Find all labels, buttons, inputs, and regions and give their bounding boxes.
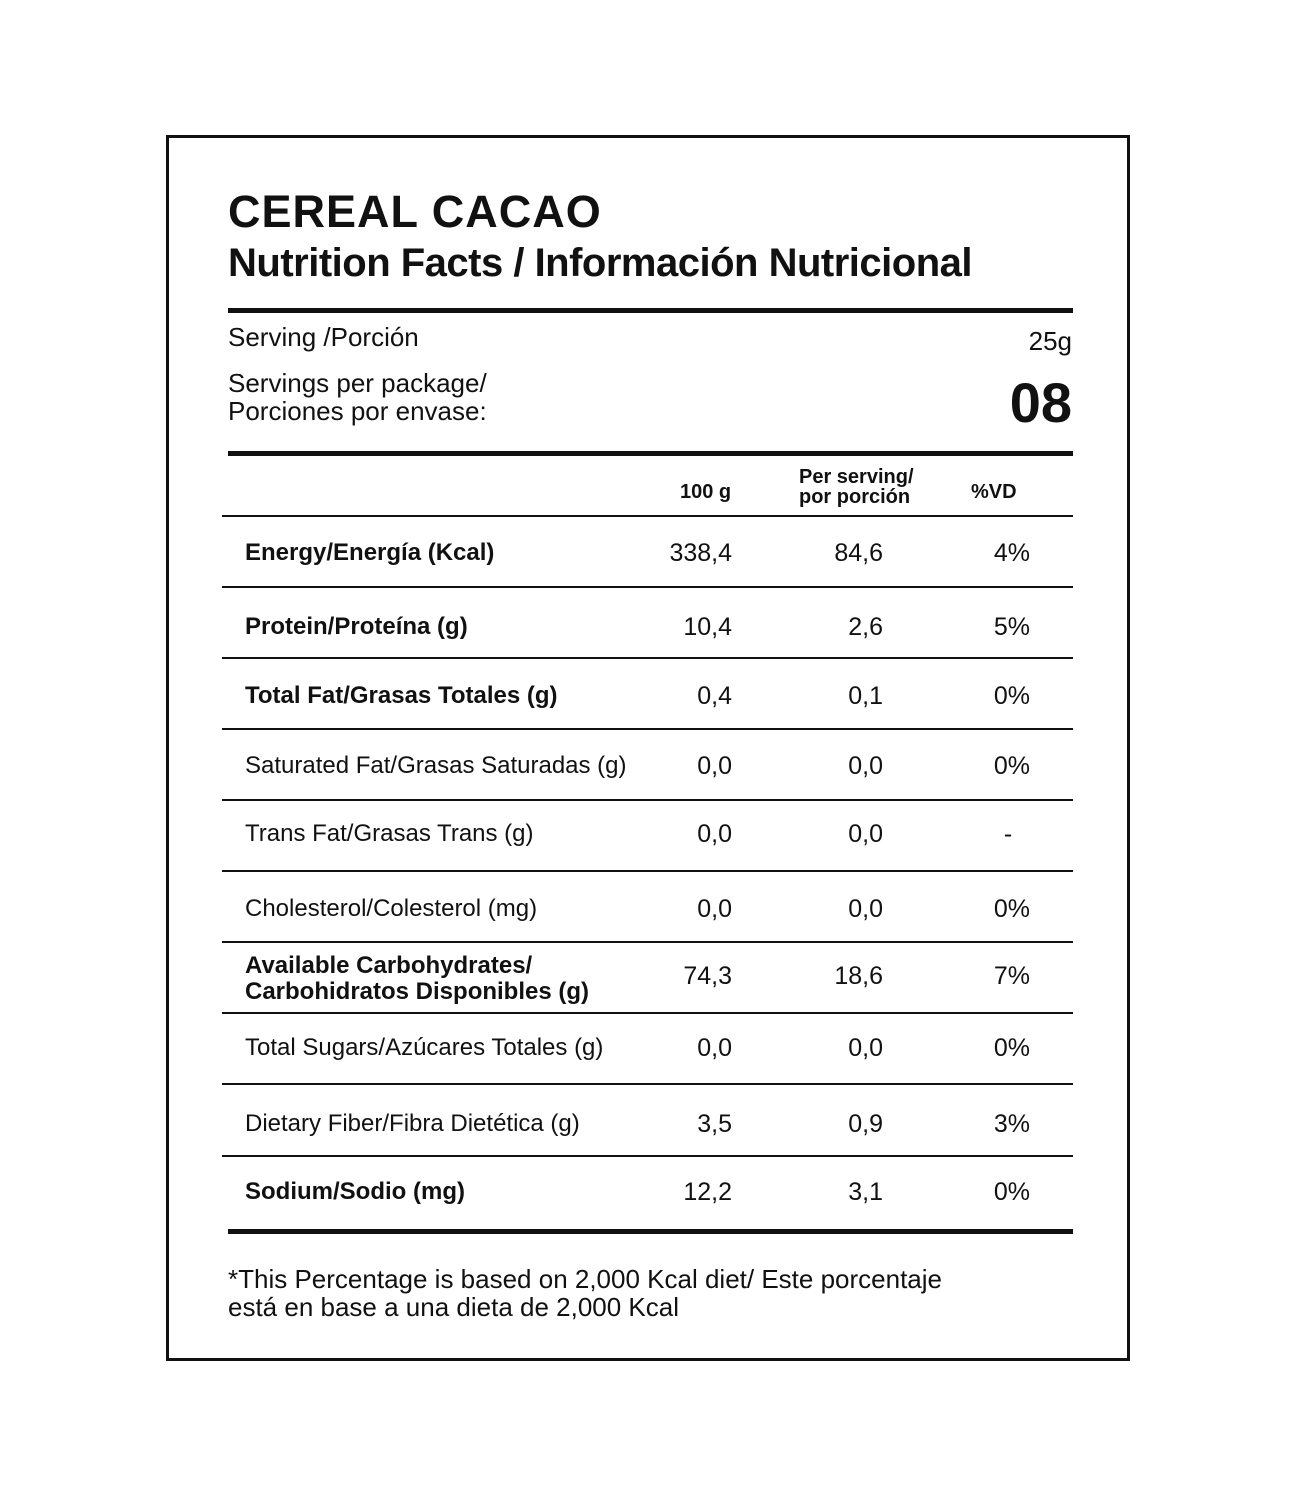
column-header-100g: 100 g bbox=[680, 481, 732, 503]
column-header-per-serving-line2: por porción bbox=[799, 486, 911, 508]
servings-per-package-label bbox=[228, 369, 487, 425]
row-divider bbox=[222, 1083, 1073, 1085]
nutrient-label-total-sugars: Total Sugars/Azúcares Totales (g) bbox=[245, 1034, 604, 1061]
label-subtitle: Nutrition Facts / Información Nutricional bbox=[228, 241, 972, 285]
value-100g-saturated-fat: 0,0 bbox=[697, 752, 732, 780]
divider-bottom bbox=[228, 1229, 1073, 1234]
row-divider bbox=[222, 515, 1073, 517]
row-divider bbox=[222, 941, 1073, 943]
value-serving-saturated-fat: 0,0 bbox=[848, 752, 883, 780]
nutrient-label-carbohydrates-line1: Available Carbohydrates/ bbox=[245, 952, 533, 979]
value-vd-total-fat: 0% bbox=[993, 682, 1030, 710]
value-100g-dietary-fiber: 3,5 bbox=[697, 1110, 732, 1138]
row-divider bbox=[222, 1155, 1073, 1157]
nutrient-label-carbohydrates bbox=[245, 953, 589, 1005]
value-vd-carbohydrates: 7% bbox=[993, 962, 1030, 990]
footnote-line1: *This Percentage is based on 2,000 Kcal diet/ Este porcentaje bbox=[228, 1264, 942, 1294]
column-header-per-serving-line1: Per serving/ bbox=[799, 466, 914, 488]
nutrient-label-trans-fat: Trans Fat/Grasas Trans (g) bbox=[245, 820, 534, 847]
value-serving-trans-fat: 0,0 bbox=[848, 820, 883, 848]
value-vd-saturated-fat: 0% bbox=[993, 752, 1030, 780]
value-serving-energy: 84,6 bbox=[834, 539, 883, 567]
value-serving-carbohydrates: 18,6 bbox=[834, 962, 883, 990]
value-vd-protein: 5% bbox=[993, 613, 1030, 641]
row-divider bbox=[222, 586, 1073, 588]
value-100g-protein: 10,4 bbox=[683, 613, 732, 641]
value-serving-sodium: 3,1 bbox=[848, 1178, 883, 1206]
footnote bbox=[228, 1265, 942, 1321]
value-vd-sodium: 0% bbox=[993, 1178, 1030, 1206]
nutrient-label-saturated-fat: Saturated Fat/Grasas Saturadas (g) bbox=[245, 752, 627, 779]
column-header-vd: %VD bbox=[971, 481, 1017, 503]
row-divider bbox=[222, 870, 1073, 872]
column-header-per-serving bbox=[799, 467, 914, 507]
product-title: CEREAL CACAO bbox=[228, 186, 602, 237]
value-serving-protein: 2,6 bbox=[848, 613, 883, 641]
serving-size-label: Serving /Porción bbox=[228, 322, 419, 352]
divider-header bbox=[228, 451, 1073, 456]
value-100g-cholesterol: 0,0 bbox=[697, 895, 732, 923]
nutrient-label-sodium: Sodium/Sodio (mg) bbox=[245, 1178, 465, 1205]
value-100g-total-sugars: 0,0 bbox=[697, 1034, 732, 1062]
value-serving-total-fat: 0,1 bbox=[848, 682, 883, 710]
row-divider bbox=[222, 657, 1073, 659]
divider-top bbox=[228, 308, 1073, 313]
value-serving-dietary-fiber: 0,9 bbox=[848, 1110, 883, 1138]
row-divider bbox=[222, 1012, 1073, 1014]
nutrient-label-cholesterol: Cholesterol/Colesterol (mg) bbox=[245, 895, 538, 922]
nutrient-label-energy: Energy/Energía (Kcal) bbox=[245, 539, 495, 566]
servings-per-package-line1: Servings per package/ bbox=[228, 368, 487, 398]
value-serving-total-sugars: 0,0 bbox=[848, 1034, 883, 1062]
nutrient-label-carbohydrates-line2: Carbohidratos Disponibles (g) bbox=[245, 978, 590, 1005]
value-100g-trans-fat: 0,0 bbox=[697, 820, 732, 848]
servings-per-package-value: 08 bbox=[1009, 371, 1072, 434]
footnote-line2: está en base a una dieta de 2,000 Kcal bbox=[228, 1292, 680, 1322]
serving-size-value: 25g bbox=[1028, 326, 1072, 356]
value-vd-total-sugars: 0% bbox=[993, 1034, 1030, 1062]
row-divider bbox=[222, 728, 1073, 730]
value-vd-trans-fat: - bbox=[1003, 820, 1013, 848]
row-divider bbox=[222, 799, 1073, 801]
value-100g-total-fat: 0,4 bbox=[697, 682, 732, 710]
servings-per-package-line2: Porciones por envase: bbox=[228, 396, 487, 426]
value-vd-cholesterol: 0% bbox=[993, 895, 1030, 923]
nutrient-label-total-fat: Total Fat/Grasas Totales (g) bbox=[245, 682, 558, 709]
nutrient-label-protein: Protein/Proteína (g) bbox=[245, 613, 468, 640]
value-100g-sodium: 12,2 bbox=[683, 1178, 732, 1206]
nutrient-label-dietary-fiber: Dietary Fiber/Fibra Dietética (g) bbox=[245, 1110, 580, 1137]
value-100g-carbohydrates: 74,3 bbox=[683, 962, 732, 990]
value-serving-cholesterol: 0,0 bbox=[848, 895, 883, 923]
value-100g-energy: 338,4 bbox=[669, 539, 732, 567]
value-vd-energy: 4% bbox=[993, 539, 1030, 567]
value-vd-dietary-fiber: 3% bbox=[993, 1110, 1030, 1138]
